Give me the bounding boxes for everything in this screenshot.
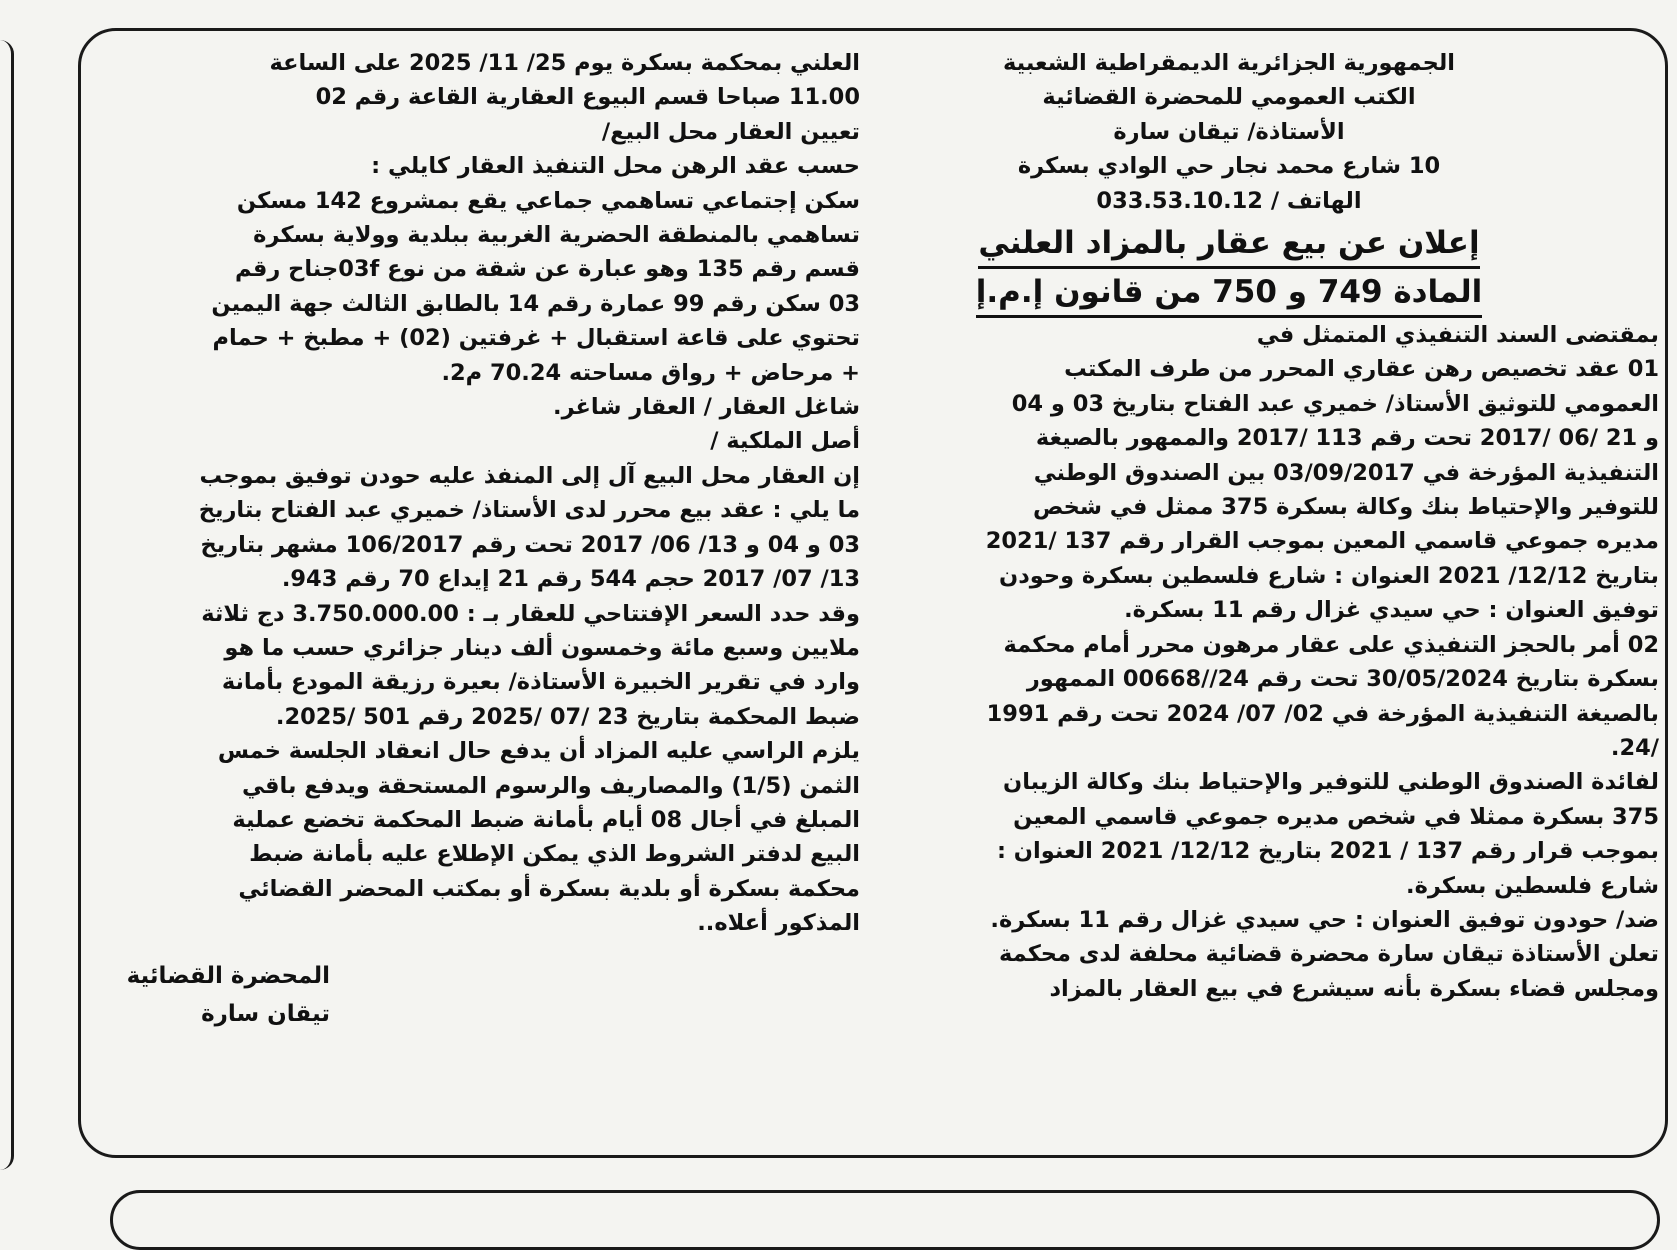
text-line: 13/ 07/ 2017 حجم 544 رقم 21 إيداع 70 رقم 943. — [281, 566, 860, 593]
office-address: 10 شارع محمد نجار حي الوادي بسكرة — [1017, 153, 1441, 180]
text-line: الثمن (1/5) والمصاريف والرسوم المستحقة ويدفع باقي — [242, 772, 860, 799]
text-line: المذكور أعلاه.. — [697, 910, 860, 937]
text-line: بموجب قرار رقم 137 / 2021 بتاريخ 12/12/ 2021 العنوان : — [996, 838, 1659, 865]
text-line: إن العقار محل البيع آل إلى المنفذ عليه حودن توفيق بموجب — [199, 462, 860, 489]
text-line: تعيين العقار محل البيع/ — [601, 118, 860, 145]
text-line: لفائدة الصندوق الوطني للتوفير والإحتياط بنك وكالة الزيبان — [1002, 769, 1659, 796]
text-line: ضبط المحكمة بتاريخ 23 /07 /2025 رقم 501 /2025. — [275, 703, 860, 730]
text-line: + مرحاض + رواق مساحته 70.24 م2. — [441, 359, 860, 386]
text-line: بتاريخ 12/12/ 2021 العنوان : شارع فلسطين بسكرة وحودن — [999, 562, 1659, 589]
office-name: الكتب العمومي للمحضرة القضائية — [1042, 84, 1416, 111]
text-line: التنفيذية المؤرخة في 03/09/2017 بين الصندوق الوطني — [1033, 459, 1659, 486]
text-line: 03 و 04 و 13/ 06/ 2017 تحت رقم 106/2017 مشهر بتاريخ — [200, 531, 860, 558]
text-line: سكن إجتماعي تساهمي جماعي يقع بمشروع 142 مسكن — [236, 187, 860, 214]
right-column — [923, 46, 1659, 1006]
text-line: حسب عقد الرهن محل التنفيذ العقار كايلي : — [371, 153, 860, 180]
page-edge-border — [0, 40, 14, 1170]
republic-name: الجمهورية الجزائرية الديمقراطية الشعبية — [1003, 50, 1455, 76]
signature-name: تيقان سارة — [201, 1000, 330, 1027]
text-line: توفيق العنوان : حي سيدي غزال رقم 11 بسكرة. — [1124, 597, 1659, 624]
text-line: 01 عقد تخصيص رهن عقاري المحرر من طرف المكتب — [1064, 356, 1659, 383]
text-line: المبلغ في أجال 08 أيام بأمانة ضبط المحكمة تخضع عملية — [232, 806, 860, 833]
text-line: و 21 /06 /2017 تحت رقم 113 /2017 والممهور بالصيغة — [1035, 425, 1659, 452]
title-line-1: إعلان عن بيع عقار بالمزاد العلني — [978, 220, 1479, 269]
text-line: ما يلي : عقد بيع محرر لدى الأستاذ/ خميري عبد الفتاح بتاريخ — [198, 497, 860, 524]
text-line: البيع لدفتر الشروط الذي يمكن الإطلاع عليه بأمانة ضبط — [249, 841, 860, 868]
text-line: قسم رقم 135 وهو عبارة عن شقة من نوع 03fجناح رقم — [234, 256, 860, 283]
next-announcement-frame — [110, 1190, 1660, 1250]
title-line-2: المادة 749 و 750 من قانون إ.م.إ — [976, 269, 1482, 318]
right-body-text — [923, 318, 1659, 1006]
text-line: تحتوي على قاعة استقبال + غرفتين (02) + مطبخ + حمام — [212, 325, 860, 352]
text-line: بسكرة بتاريخ 30/05/2024 تحت رقم 24//00668 الممهور — [1026, 666, 1659, 693]
text-line: للتوفير والإحتياط بنك وكالة بسكرة 375 ممثل في شخص — [1032, 494, 1659, 521]
text-line: ملايين وسبع مائة وخمسون ألف دينار جزائري حسب ما هو — [224, 634, 860, 661]
text-line: محكمة بسكرة أو بلدية بسكرة أو بمكتب المحضر القضائي — [238, 875, 860, 902]
left-body-text — [110, 46, 860, 941]
phone-line — [949, 184, 1509, 218]
text-line: العمومي للتوثيق الأستاذ/ خميري عبد الفتاح بتاريخ 03 و 04 — [1011, 390, 1659, 417]
text-line: 02 أمر بالحجز التنفيذي على عقار مرهون محرر أمام محكمة — [1003, 631, 1659, 658]
text-line: وارد في تقرير الخبيرة الأستاذة/ بعيرة رزيقة المودع بأمانة — [221, 669, 860, 696]
office-header — [949, 46, 1509, 218]
text-line: مديره جموعي قاسمي المعين بموجب القرار رقم 137 /2021 — [985, 528, 1659, 555]
text-line: ومجلس قضاء بسكرة بأنه سيشرع في بيع العقار بالمزاد — [1049, 975, 1659, 1002]
text-line: شارع فلسطين بسكرة. — [1406, 872, 1659, 899]
text-line: أصل الملكية / — [710, 428, 860, 455]
text-line: بمقتضى السند التنفيذي المتمثل في — [1256, 322, 1659, 349]
signature-role: المحضرة القضائية — [126, 962, 330, 989]
text-line: وقد حدد السعر الإفتتاحي للعقار بـ : 3.750.000.00 دج ثلاثة — [201, 600, 860, 627]
text-line: يلزم الراسي عليه المزاد أن يدفع حال انعقاد الجلسة خمس — [217, 738, 860, 765]
phone-number: 033.53.10.12 — [1096, 187, 1263, 214]
left-column — [110, 46, 860, 1033]
text-line: ضد/ حودون توفيق العنوان : حي سيدي غزال رقم 11 بسكرة. — [990, 906, 1659, 933]
text-line: تعلن الأستاذة تيقان سارة محضرة قضائية محلفة لدى محكمة — [998, 941, 1659, 968]
text-line: بالصيغة التنفيذية المؤرخة في 02/ 07/ 2024 تحت رقم 1991 — [986, 700, 1659, 727]
phone-label: الهاتف / — [1270, 187, 1362, 214]
announcement-title — [949, 220, 1509, 318]
text-line: 11.00 صباحا قسم البيوع العقارية القاعة رقم 02 — [315, 84, 860, 111]
text-line: 375 بسكرة ممثلا في شخص مديره جموعي قاسمي المعين — [1013, 803, 1659, 830]
text-line: شاغل العقار / العقار شاغر. — [553, 394, 860, 421]
text-line: 03 سكن رقم 99 عمارة رقم 14 بالطابق الثالث جهة اليمين — [211, 290, 860, 317]
text-line: العلني بمحكمة بسكرة يوم 25/ 11/ 2025 على الساعة — [269, 50, 860, 76]
officer-name: الأستاذة/ تيقان سارة — [1113, 118, 1345, 145]
text-line: تساهمي بالمنطقة الحضرية الغربية ببلدية وولاية بسكرة — [253, 222, 860, 249]
signature-block — [110, 957, 860, 1033]
text-line: /24. — [1610, 734, 1659, 761]
